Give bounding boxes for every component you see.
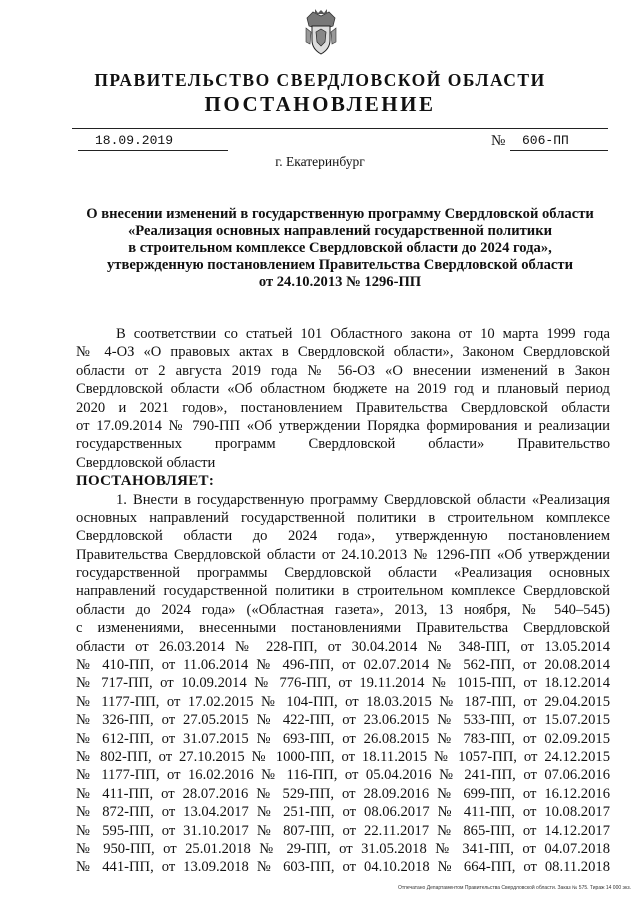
title-line: «Реализация основных направлений государственной политики (127, 223, 553, 239)
item-line: направлений государственной политики в строительном комплексе Свердловской (76, 583, 610, 600)
preamble-line: Свердловской области (76, 454, 216, 471)
coat-of-arms-emblem (303, 8, 339, 56)
item-line: № 410-ПП, от 11.06.2014 № 496-ПП, от 02.07.2014 № 562-ПП, от 20.08.2014 (76, 657, 610, 674)
preamble-line: В соответствии со статьей 101 Областного закона от 10 марта 1999 года (116, 326, 610, 342)
preamble-line: от 17.09.2014 № 790-ПП «Об утверждении Порядка формирования и реализации (76, 417, 610, 434)
item-line: Правительства Свердловской области от 24.10.2013 № 1296-ПП «Об утверждении (76, 546, 610, 563)
document-number: 606-ПП (522, 133, 569, 148)
item-line: № 612-ПП, от 31.07.2015 № 693-ПП, от 26.08.2015 № 783-ПП, от 02.09.2015 (76, 730, 610, 747)
preamble-line: области от 2 августа 2019 года № 56-ОЗ «О внесении изменений в Закон (76, 362, 610, 379)
city: г. Екатеринбург (275, 154, 365, 169)
print-footnote: Отпечатано Департаментом Правительства Свердловской области. Заказ № 575. Тираж 14 000 экз. (398, 885, 631, 891)
item-line: основных направлений государственной политики в строительном комплексе (76, 509, 610, 526)
header-divider (72, 128, 608, 129)
number-label: № (491, 133, 506, 149)
item-line: № 1177-ПП, от 16.02.2016 № 116-ПП, от 05.04.2016 № 241-ПП, от 07.06.2016 (76, 767, 610, 784)
item-line: с изменениями, внесенными постановлениями Правительства Свердловской (76, 620, 610, 637)
preamble-line: 2020 и 2021 годов», постановлением Правительства Свердловской области (76, 399, 610, 416)
document-date: 18.09.2019 (95, 133, 174, 148)
resolves-heading: ПОСТАНОВЛЯЕТ: (76, 473, 215, 490)
item-line: № 950-ПП, от 25.01.2018 № 29-ПП, от 31.05.2018 № 341-ПП, от 04.07.2018 (76, 840, 610, 857)
item-line: № 441-ПП, от 13.09.2018 № 603-ПП, от 04.10.2018 № 664-ПП, от 08.11.2018 (76, 859, 610, 876)
item-line: 1. Внести в государственную программу Свердловской области «Реализация (116, 491, 610, 508)
item-line: № 326-ПП, от 27.05.2015 № 422-ПП, от 23.06.2015 № 533-ПП, от 15.07.2015 (76, 712, 610, 729)
item-line: области до 2024 года» («Областная газета», 2013, 13 ноября, № 540–545) (76, 601, 610, 618)
item-line: № 595-ПП, от 31.10.2017 № 807-ПП, от 22.11.2017 № 865-ПП, от 14.12.2017 (76, 822, 610, 839)
item-line: № 717-ПП, от 10.09.2014 № 776-ПП, от 19.11.2014 № 1015-ПП, от 18.12.2014 (76, 675, 610, 692)
preamble-line: Свердловской области «Об областном бюджете на 2019 год и плановый период (76, 381, 610, 398)
item-line: № 802-ПП, от 27.10.2015 № 1000-ПП, от 18.11.2015 № 1057-ПП, от 24.12.2015 (76, 748, 610, 765)
item-line: № 411-ПП, от 28.07.2016 № 529-ПП, от 28.09.2016 № 699-ПП, от 16.12.2016 (76, 785, 610, 802)
title-line: утвержденную постановлением Правительства Свердловской области (107, 257, 573, 273)
document-type: ПОСТАНОВЛЕНИЕ (204, 92, 436, 116)
item-line: области от 26.03.2014 № 228-ПП, от 30.04.2014 № 348-ПП, от 13.05.2014 (76, 638, 610, 655)
government-name: ПРАВИТЕЛЬСТВО СВЕРДЛОВСКОЙ ОБЛАСТИ (94, 70, 546, 90)
item-line: государственной программы Свердловской области «Реализация основных (76, 565, 610, 582)
title-line: от 24.10.2013 № 1296-ПП (258, 274, 422, 290)
document-body (76, 325, 610, 877)
item-line: № 872-ПП, от 13.04.2017 № 251-ПП, от 08.06.2017 № 411-ПП, от 10.08.2017 (76, 804, 610, 821)
preamble-line: государственных программ Свердловской области» Правительство (76, 436, 610, 453)
title-line: О внесении изменений в государственную программу Свердловской области (86, 206, 594, 222)
document-title (60, 206, 620, 291)
title-line: в строительном комплексе Свердловской области до 2024 года», (128, 240, 552, 256)
preamble-line: № 4-ОЗ «О правовых актах в Свердловской области», Законом Свердловской (76, 344, 610, 361)
item-line: № 1177-ПП, от 17.02.2015 № 104-ПП, от 18.03.2015 № 187-ПП, от 29.04.2015 (76, 693, 610, 710)
date-underline (78, 150, 228, 151)
item-line: Свердловской области до 2024 года», утвержденную постановлением (76, 528, 610, 545)
number-underline (510, 150, 608, 151)
